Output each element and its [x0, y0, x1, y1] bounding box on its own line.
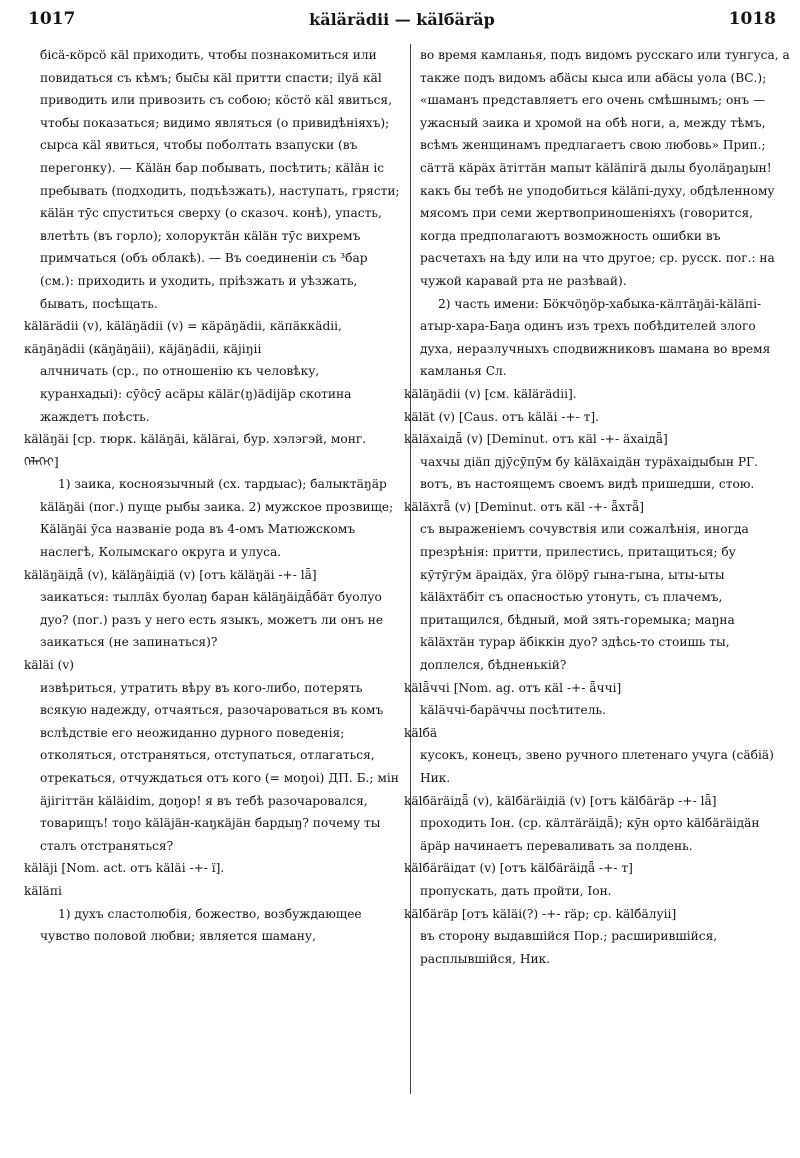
headword: kälбäräiдǟ (v), kälбäräiдiä (v) [отъ kälбäräр -+- lǟ] — [404, 793, 717, 808]
page-header — [28, 4, 776, 34]
headword: käläŋäi [ср. тюрк. käläŋäi, kälärai, бур. хэлэгэй, монг. ᠬᠡᠯᠡᠭᠡᠢ] — [24, 432, 367, 469]
headword: käläхаідǟ (v) [Deminut. отъ кäl -+- äхаідǟ] — [404, 432, 668, 447]
definition: käläччі-барäччы посѣтитель. — [420, 703, 607, 718]
entry-text: во время камланья, подъ видомъ русскаго или тунгуса, а также подъ видомъ абäсы кыса или абäсы уола (ВС.); «шаманъ представляетъ его очень смѣшнымъ; онъ — ужасный заика и хромой на обѣ ноги, а, между тѣмъ, всѣмъ женщинамъ предлагаетъ свою любовь» Прип.; сäттä кäрäх äтiттäн мапыт käläпігä дылы буолäŋаŋын! какъ бы тебѣ не уподобиться käläпі-духу, обдѣленному мясомъ при семи жертвоприношеніяхъ (говорится, когда предполагаютъ возможность ошибки въ расчетахъ на ѣду или на что другое; ср. русск. пог.: на чужой каравай рта не разѣвай). — [420, 48, 790, 288]
left-page-number: 1017 — [28, 9, 76, 29]
definition: проходить Іон. (ср. кäлтäräiдǟ); кӯн орто kälбäräiдäн äрäр начинаетъ переваливать за полдень. — [420, 816, 760, 853]
entry-text: бісä-кöрсö кäl приходить, чтобы познакомиться или повидаться съ кѣмъ; быс̄ы кäl притти спасти; ilyä кäl приводить или привозить съ собою; кöстö кäl явиться, чтобы показаться; видимо являться (о привидѣніяхъ); сырса кäl явиться, чтобы поболтать взапуски (въ перегонку). — Кäläн бар побывать, посѣтить; кäläн іс пребывать (подходить, подъѣзжать), наступать, грясти; кäläн тӯс спуститься сверху (о сказоч. конѣ), упасть, влетѣть (въ горло); холоруктäн кäläн тӯс вихремъ примчаться (объ облакѣ). — Въ соединеніи съ ³бар (см.): приходить и уходить, пріѣзжать и уѣзжать, бывать, посѣщать. — [40, 48, 400, 311]
definition: 1) духъ сластолюбія, божество, возбуждающее чувство половой любви; является шаману, — [40, 906, 362, 944]
definition: пропускать, дать пройти, Іон. — [420, 883, 612, 898]
definition: въ сторону выдавшійся Пор.; расширившійся, расплывшійся, Ник. — [420, 929, 718, 966]
definition: 2) часть имени: Бöкчöŋöр-хабыка-кäлтäŋäi-käläпі-атыр-хара-Баŋа одинъ изъ трехъ побѣдителей злого духа, неразлучныхъ сподвижниковъ шамана во время камланья Сл. — [420, 296, 771, 379]
headword: käläŋädii (v) [см. kälärädii]. — [404, 386, 577, 401]
headword: kälät (v) [Caus. отъ käläі -+- т]. — [404, 409, 600, 424]
definition: чахчы діäп дjӯсӯпӯм бу käläхаідäн турäхаідыбын РГ. вотъ, въ настоящемъ своемъ видѣ пришедши, стою. — [420, 454, 758, 492]
headword: kälбä — [404, 725, 438, 740]
definition: кусокъ, конецъ, звено ручного плетенаго учуга (сäбіä) Ник. — [420, 748, 774, 785]
right-page-number: 1018 — [728, 9, 776, 29]
definition: 1) заика, косноязычный (сх. тардыас); балыктäŋäр käläŋäi (пог.) пуще рыбы заика. 2) мужское прозвище; Кäläŋäi ӯса названіе рода въ 4-омъ Матюжскомъ наслегѣ, Колымскаго округа и улуса. — [40, 477, 394, 560]
definition: извѣриться, утратить вѣру въ кого-либо, потерять всякую надежду, отчаяться, разочароваться въ комъ вслѣдствіе его неожиданно дурного поведенія; отколяться, отстраняться, отступаться, отлагаться, отрекаться, отчуждаться отъ кого (= моŋоі) ДП. Б.; мін äjiгіттäн käläidim, доŋор! я въ тебѣ разочаровался, товарищъ! тоŋо käläjäн-каŋкäjäн бардыŋ? почему ты сталъ отстраняться? — [40, 680, 399, 853]
definition: алчничать (ср., по отношенію къ человѣку, куранхадыі): сӯöсӯ асäры кäläг(ŋ)ädiјäр скотина жаждетъ поѣсть. — [40, 364, 352, 424]
headword: käläŋäiдǟ (v), käläŋäідiä (v) [отъ käläŋäi -+- lǟ] — [24, 567, 317, 582]
definition: съ выраженіемъ сочувствія или сожалѣнія, иногда презрѣнія: притти, прилестись, притащиться; бу кӯтӯгӯм äраідäх, ӯга ölöрӯ гына-гына, ыты-ыты käläхтäбіт съ опасностью утонуть, съ плачемъ, притащился, бѣдный, мой зять-горемыка; маŋна käläхтäн турар äбіккін дуо? здѣсь-то стоишь ты, доплелся, бѣдненькій? — [420, 522, 749, 673]
headword: käläхтǟ (v) [Deminut. отъ кäl -+- ǟхтǟ] — [404, 499, 644, 514]
headword: kälбäräiдат (v) [отъ kälбäräiдǟ -+- т] — [404, 861, 633, 876]
headword: kälбäräр [отъ käläi(?) -+- räр; ср. kälбäлуіі] — [404, 906, 677, 921]
headword: kälärädii (v), käläŋädii (v) = кäрäŋädii, кäпäккädii, кäŋäŋädii (кäŋäŋäii), кäjäŋädii, кäjiŋii — [24, 319, 342, 356]
definition: заикаться: тыллäх буолаŋ баран käläŋäiдǟбäт буолуо дуо? (пог.) разъ у него есть языкъ, можетъ ли онъ не заикаться (не запинаться)? — [40, 590, 384, 650]
left-column — [24, 44, 400, 1098]
running-title: kälärädii — kälбäräp — [309, 9, 495, 29]
headword: kälǟччі [Nom. ag. отъ кäl -+- ǟччі] — [404, 680, 622, 695]
right-column — [404, 44, 790, 1098]
headword: käläпі — [24, 883, 62, 898]
headword: käläjі [Nom. act. отъ käläi -+- ï]. — [24, 861, 225, 876]
column-divider — [410, 44, 411, 1094]
headword: käläi (v) — [24, 658, 74, 673]
